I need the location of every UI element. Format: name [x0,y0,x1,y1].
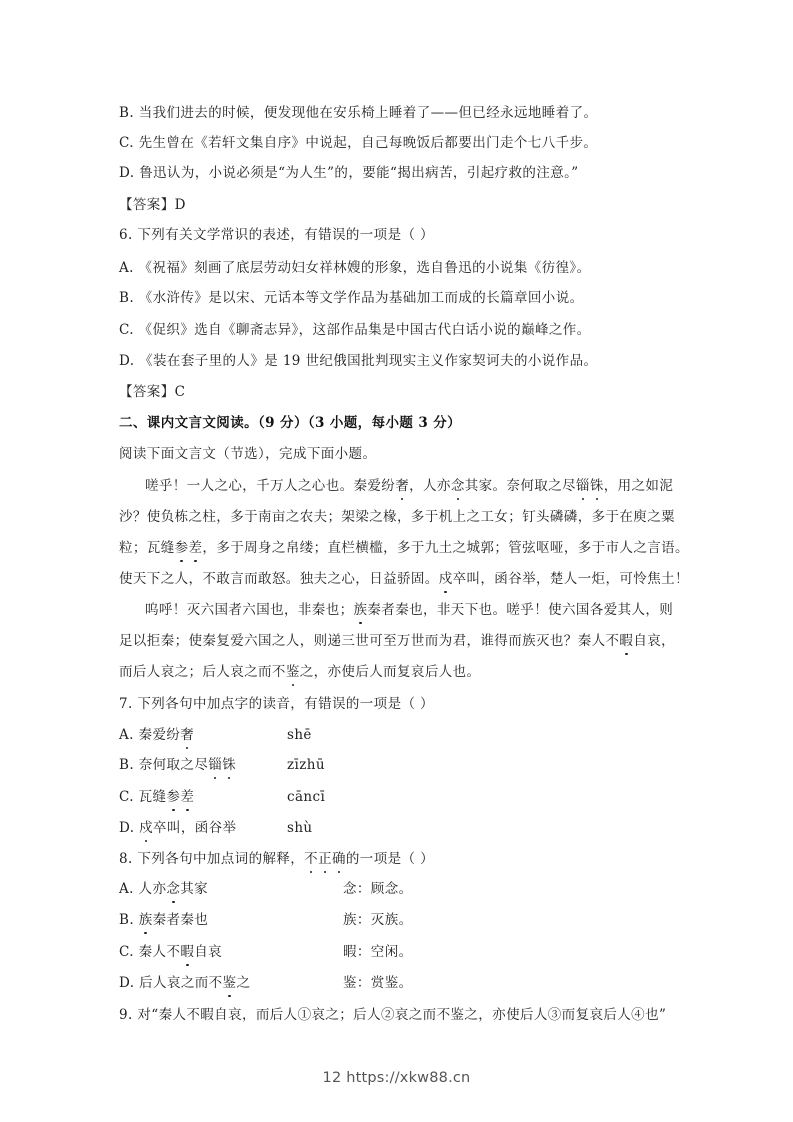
q8-option-b [119,910,208,930]
q8-option-c [119,942,222,962]
emphasized-char: 确 [331,851,346,867]
emphasized-char: 奢 [395,478,410,494]
q8-stem [119,849,434,869]
passage-p2-line3 [119,662,480,682]
q7-option-a-pinyin: shē [287,727,312,743]
emphasized-char: 鉴 [222,975,237,991]
section-heading: 二、课内文言文阅读。（9 分）（3 小题，每小题 3 分） [119,415,462,431]
q6-answer: 【答案】C [119,384,186,400]
option-text: 自哀 [194,944,223,960]
q6-option-d: D. 《装在套子里的人》是 19 世纪俄国批判现实主义作家契诃夫的小说作品。 [119,353,598,369]
passage-text: ，用之如泥 [603,478,674,494]
passage-p1-line4 [119,569,689,589]
q7-option-a [119,725,194,745]
option-label: C. [119,944,139,960]
q7-option-b-pinyin: zīzhū [287,757,325,773]
emphasized-char: 念 [166,881,181,897]
passage-text: 卒叫，函谷举，楚人一炬，可怜焦土！ [452,571,689,587]
emphasized-char: 念 [450,478,465,494]
emphasized-char: 鉴 [285,664,300,680]
option-text: 奈何取之尽 [138,757,209,773]
section-instruction: 阅读下面文言文（节选），完成下面小题。 [119,446,377,462]
passage-p1-line2: 沙？使负栋之柱，多于南亩之农夫；架梁之椽，多于机上之工女；钉头磷磷，多于在庾之粟 [119,509,675,525]
q6-stem: 6. 下列有关文学常识的表述，有错误的一项是（ ） [119,227,434,243]
passage-text: 粒；瓦缝 [119,540,175,556]
passage-text: 之，亦使后人而复哀后人也。 [299,664,481,680]
q5-answer: 【答案】D [119,197,186,213]
emphasized-char: 族 [138,912,153,928]
emphasized-char: 不 [304,851,319,867]
emphasized-char: 暇 [180,944,195,960]
emphasized-char: 暇 [619,633,634,649]
emphasized-char: 铢 [222,757,237,773]
emphasized-char: 戍 [139,820,154,836]
q7-option-d [119,818,236,838]
q7-option-c-pinyin: cāncī [287,789,326,805]
q5-option-c: C. 先生曾在《若轩文集自序》中说起，自己每晚饭后都要出门走个七八千步。 [119,135,598,151]
option-text: 卒叫，函谷举 [153,820,237,836]
q9-stem: 9. 对“秦人不暇自哀，而后人①哀之；后人②哀之而不鉴之，亦使后人③而复哀后人④也” [119,1007,667,1023]
option-text: 人亦 [138,881,167,897]
emphasized-char: 铢 [589,478,604,494]
option-text: 秦者秦也 [152,912,209,928]
emphasized-char: 差 [180,789,195,805]
passage-text: ，人亦 [409,478,451,494]
emphasized-char: 戍 [438,571,453,587]
q5-option-d: D. 鲁迅认为，小说必须是“为人生”的，要能“揭出病苦，引起疗救的注意。” [119,165,579,181]
emphasized-char: 奢 [180,727,195,743]
option-label: C. [119,789,139,805]
option-label: D. [119,975,140,991]
option-label: A. [119,727,139,743]
option-text: 之 [236,975,251,991]
emphasized-char: 参 [166,789,181,805]
emphasized-char: 参 [174,540,189,556]
q8-option-b-gloss: 族：灭族。 [343,912,413,928]
emphasized-char: 锱 [575,478,590,494]
q6-option-a: A. 《祝福》刻画了底层劳动妇女祥林嫂的形象，选自鲁迅的小说集《彷徨》。 [119,260,591,276]
q7-option-b [119,755,236,775]
passage-text: 嗟乎！一人之心，千万人之心也。秦爱纷 [145,478,396,494]
option-text: 后人哀之而不 [139,975,223,991]
passage-text: 秦者秦也，非天下也。嗟乎！使六国各爱其人，则 [367,602,674,618]
option-label: B. [119,757,139,773]
q5-option-b: B. 当我们进去的时候，便发现他在安乐椅上睡着了——但已经永远地睡着了。 [119,105,598,121]
passage-p2-line2 [119,631,675,651]
passage-text: 其家。奈何取之尽 [464,478,576,494]
passage-p2-line1 [145,600,673,620]
page-footer: 12 https://xkw88.cn [322,1070,471,1086]
option-text: 秦人不 [138,944,181,960]
passage-text: 自哀， [633,633,676,649]
q7-stem: 7. 下列各句中加点字的读音，有错误的一项是（ ） [119,696,434,712]
emphasized-char: 正 [318,851,332,867]
q8-option-a-gloss: 念：顾念。 [343,881,413,897]
emphasized-char: 锱 [208,757,223,773]
passage-text: 使天下之人，不敢言而敢怒。独夫之心，日益骄固。 [119,571,439,587]
passage-text: 足以拒秦；使秦复爱六国之人，则递三世可至万世而为君，谁得而族灭也？秦人不 [119,633,620,649]
q6-option-c: C. 《促织》选自《聊斋志异》，这部作品集是中国古代白话小说的巅峰之作。 [119,322,591,338]
q8-option-d-gloss: 鉴：赏鉴。 [343,975,413,991]
passage-text: 呜呼！灭六国者六国也，非秦也； [145,602,354,618]
passage-p1-line1 [145,476,673,496]
passage-text: ，多于周身之帛缕；直栏横槛，多于九土之城郭；管弦呕哑，多于市人之言语。 [202,540,689,556]
option-text: 秦爱纷 [138,727,181,743]
q6-option-b: B. 《水浒传》是以宋、元话本等文学作品为基础加工而成的长篇章回小说。 [119,290,584,306]
emphasized-char: 族 [353,602,368,618]
q8-option-d [119,973,250,993]
q7-option-d-pinyin: shù [287,820,313,836]
option-label: A. [119,881,139,897]
q8-option-c-gloss: 暇：空闲。 [343,944,413,960]
q7-option-c [119,787,194,807]
option-text: 其家 [180,881,209,897]
option-label: D. [119,820,140,836]
stem-text: 的一项是（ ） [345,851,434,867]
q8-option-a [119,879,208,899]
passage-text: 而后人哀之；后人哀之而不 [119,664,286,680]
passage-p1-line3 [119,538,689,558]
emphasized-char: 差 [188,540,203,556]
stem-text: 8. 下列各句中加点词的解释， [119,851,305,867]
option-label: B. [119,912,139,928]
option-text: 瓦缝 [138,789,167,805]
